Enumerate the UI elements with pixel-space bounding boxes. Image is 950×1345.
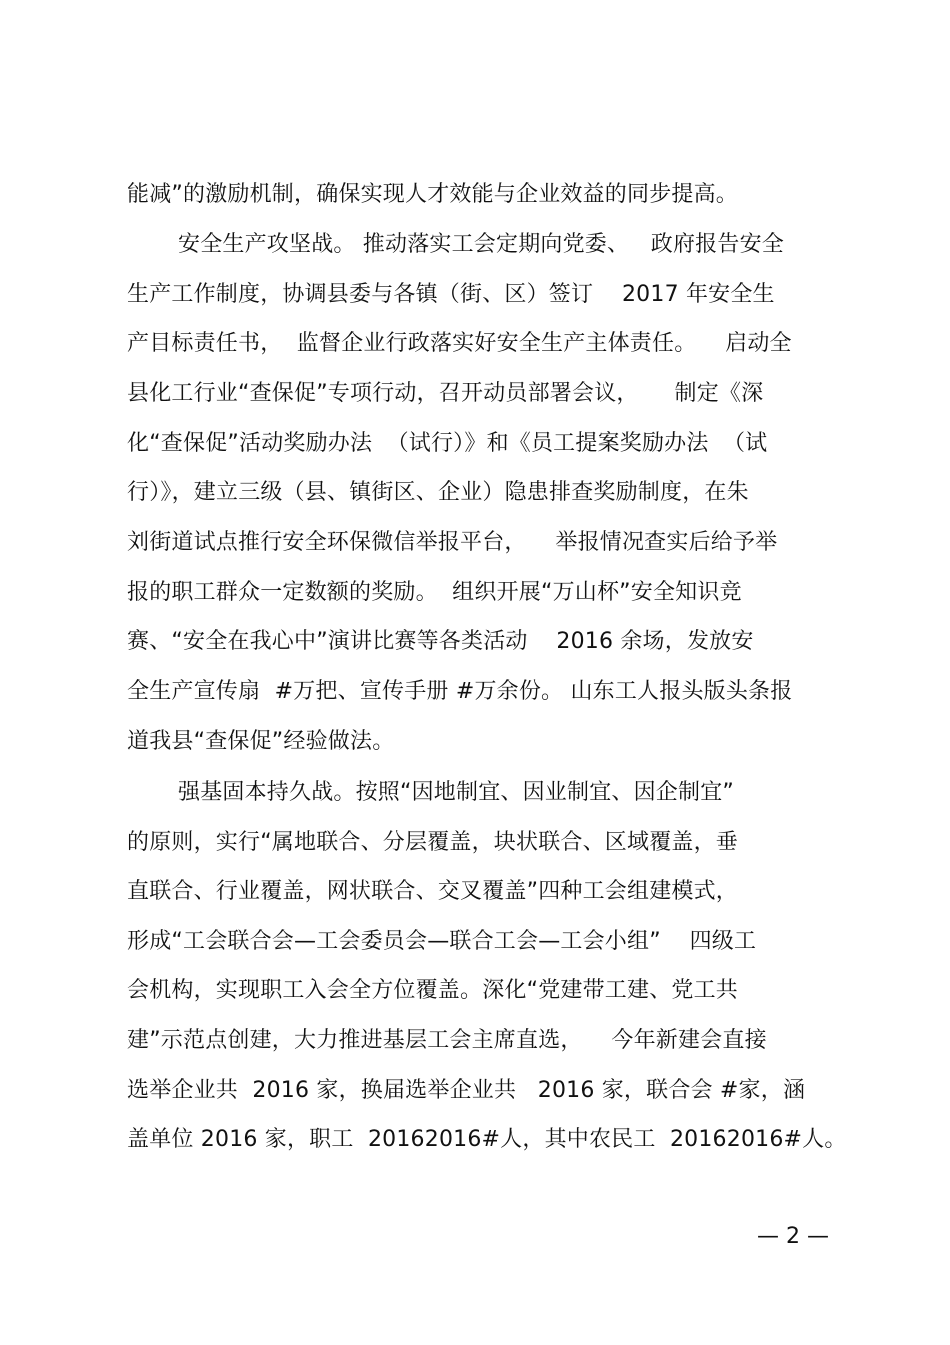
text-line: 全生产宣传扇 #万把、宣传手册 #万余份。 山东工人报头版头条报 <box>127 679 793 704</box>
text-line: 选举企业共 2016 家，换届选举企业共 2016 家，联合会 #家，涵 <box>127 1078 806 1103</box>
text-line: 建”示范点创建，大力推进基层工会主席直选， 今年新建会直接 <box>127 1028 767 1053</box>
text-line: 刘街道试点推行安全环保微信举报平台， 举报情况查实后给予举 <box>127 530 778 555</box>
text-line: 会机构，实现职工入会全方位覆盖。深化“党建带工建、党工共 <box>127 978 738 1003</box>
text-line: 的原则，实行“属地联合、分层覆盖，块状联合、区域覆盖，垂 <box>127 830 738 855</box>
paragraph-heading-safety: 安全生产攻坚战。 推动落实工会定期向党委、 政府报告安全 <box>178 232 784 257</box>
text-line: 形成“工会联合会—工会委员会—联合工会—工会小组” 四级工 <box>127 929 757 954</box>
text-line: 行）》，建立三级（县、镇街区、企业）隐患排查奖励制度，在朱 <box>127 480 749 505</box>
text-line: 化“查保促”活动奖励办法 （试行）》和《员工提案奖励办法 （试 <box>127 431 768 456</box>
text-line: 县化工行业“查保促”专项行动，召开动员部署会议， 制定《深 <box>127 381 764 406</box>
paragraph-heading-foundation: 强基固本持久战。按照“因地制宜、因业制宜、因企制宜” <box>178 780 734 805</box>
text-line: 盖单位 2016 家，职工 20162016#人，其中农民工 20162016#人。 <box>127 1127 847 1152</box>
text-line: 道我县“查保促”经验做法。 <box>127 729 395 754</box>
text-line: 能减”的激励机制，确保实现人才效能与企业效益的同步提高。 <box>127 182 738 207</box>
text-line: 产目标责任书， 监督企业行政落实好安全生产主体责任。 启动全 <box>127 331 792 356</box>
text-line: 赛、“安全在我心中”演讲比赛等各类活动 2016 余场，发放安 <box>127 629 754 654</box>
page-number: — 2 — <box>757 1224 829 1249</box>
text-line: 生产工作制度，协调县委与各镇（街、区）签订 2017 年安全生 <box>127 282 775 307</box>
text-line: 报的职工群众一定数额的奖励。 组织开展“万山杯”安全知识竞 <box>127 580 742 605</box>
text-line: 直联合、行业覆盖，网状联合、交叉覆盖”四种工会组建模式， <box>127 879 738 904</box>
